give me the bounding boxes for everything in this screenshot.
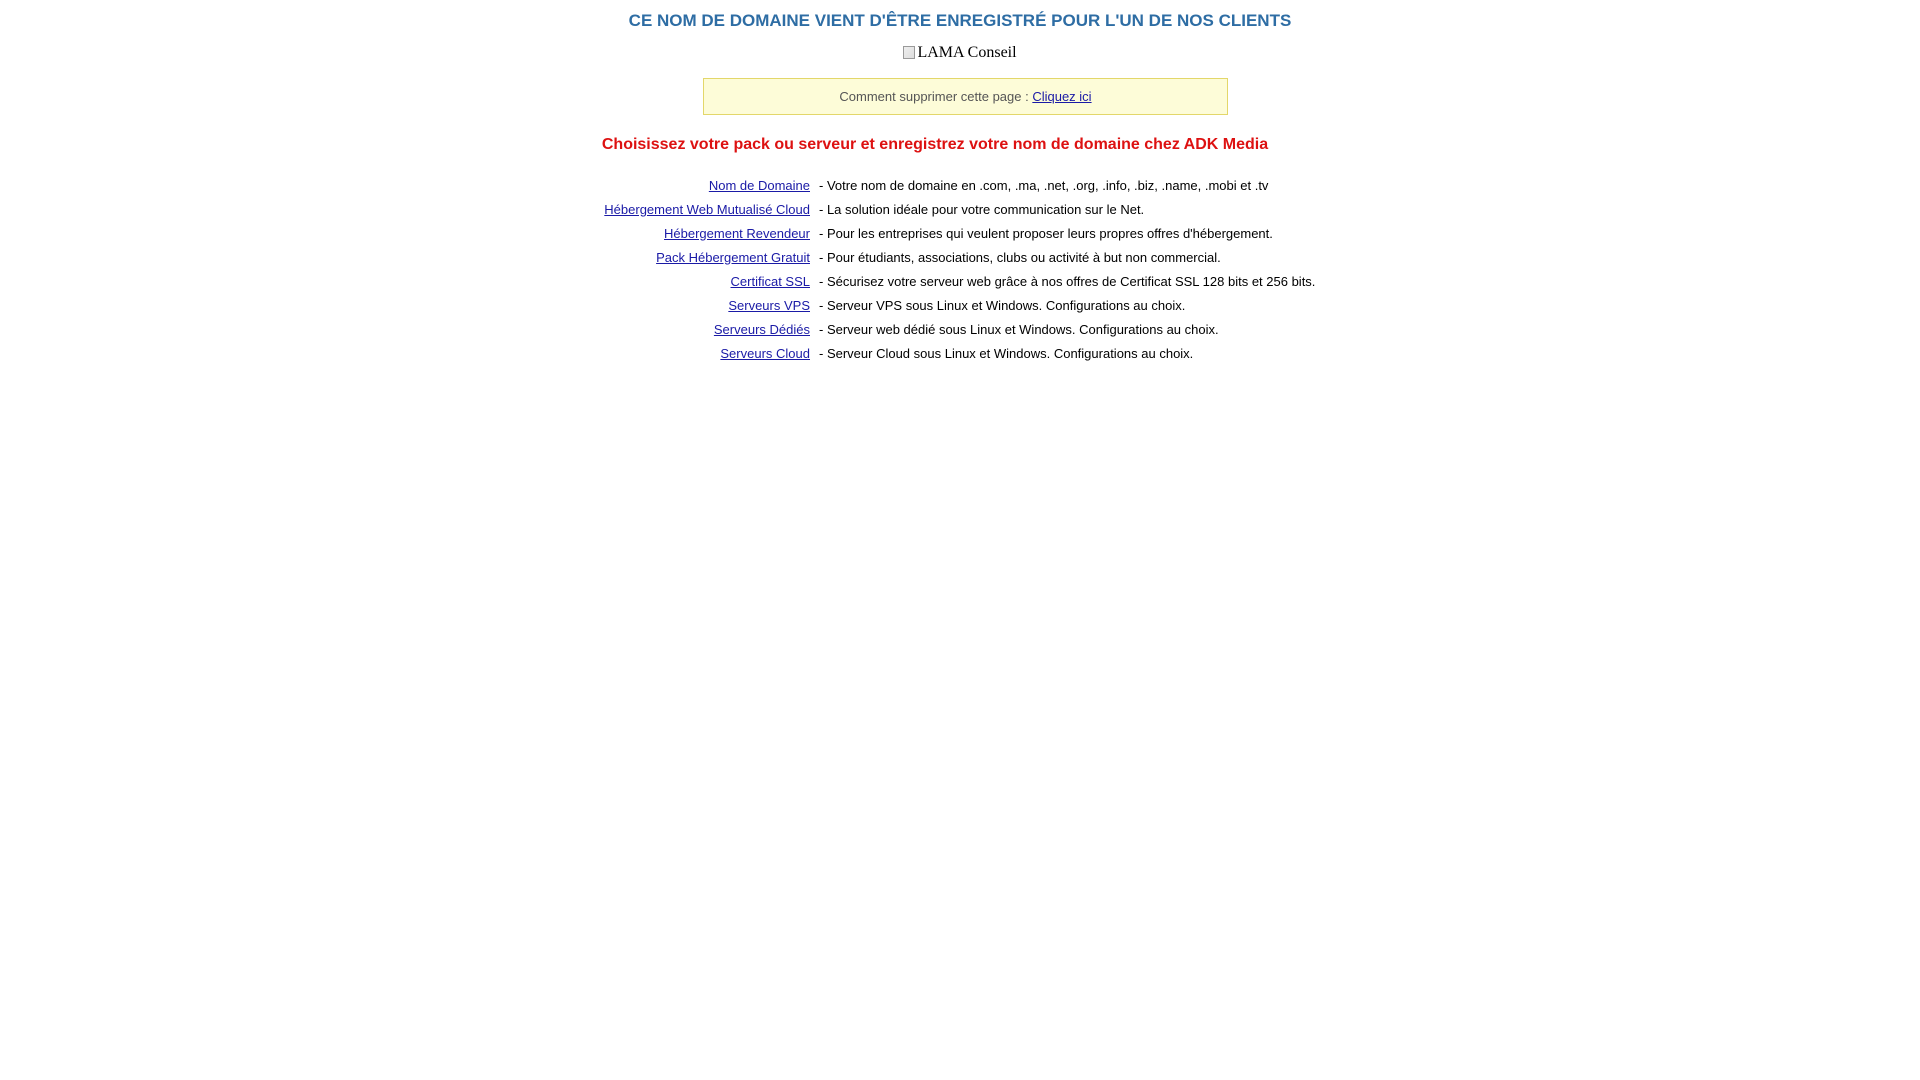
offer-link-serveurs-dedies[interactable]: Serveurs Dédiés xyxy=(713,321,810,337)
offer-desc: - La solution idéale pour votre communication sur le Net. xyxy=(819,201,1145,217)
table-row xyxy=(590,317,1315,341)
page-title: CE NOM DE DOMAINE VIENT D'ÊTRE ENREGISTRÉ POUR L'UN DE NOS CLIENTS xyxy=(628,11,1292,30)
removal-notice xyxy=(703,78,1228,115)
offer-desc: - Serveur VPS sous Linux et Windows. Configurations au choix. xyxy=(819,297,1186,313)
table-row xyxy=(590,293,1315,317)
notice-link[interactable]: Cliquez ici xyxy=(1032,89,1092,104)
offer-link-serveurs-cloud[interactable]: Serveurs Cloud xyxy=(720,345,810,361)
table-row xyxy=(590,221,1315,245)
table-row xyxy=(590,197,1315,221)
logo xyxy=(0,44,1920,62)
offer-link-serveurs-vps[interactable]: Serveurs VPS xyxy=(728,297,810,313)
offer-desc: - Serveur web dédié sous Linux et Windows. Configurations au choix. xyxy=(819,321,1219,337)
table-row xyxy=(590,341,1315,365)
offer-link-hebergement-mutualise[interactable]: Hébergement Web Mutualisé Cloud xyxy=(604,201,810,217)
table-row xyxy=(590,269,1315,293)
offers-heading: Choisissez votre pack ou serveur et enregistrez votre nom de domaine chez ADK Media xyxy=(601,136,1269,153)
offer-link-hebergement-revendeur[interactable]: Hébergement Revendeur xyxy=(664,225,810,241)
table-row xyxy=(590,173,1315,197)
offer-desc: - Serveur Cloud sous Linux et Windows. Configurations au choix. xyxy=(819,345,1194,361)
broken-image-icon xyxy=(903,46,915,59)
offer-link-certificat-ssl[interactable]: Certificat SSL xyxy=(730,273,810,289)
offer-desc: - Pour les entreprises qui veulent proposer leurs propres offres d'hébergement. xyxy=(819,225,1273,241)
offer-link-pack-gratuit[interactable]: Pack Hébergement Gratuit xyxy=(656,249,810,265)
logo-alt-text: LAMA Conseil xyxy=(917,44,1017,61)
offers-table xyxy=(590,173,1315,365)
offer-desc: - Votre nom de domaine en .com, .ma, .net, .org, .info, .biz, .name, .mobi et .tv xyxy=(819,177,1269,193)
offer-link-domaine[interactable]: Nom de Domaine xyxy=(708,177,810,193)
offer-desc: - Sécurisez votre serveur web grâce à nos offres de Certificat SSL 128 bits et 256 bits. xyxy=(819,273,1316,289)
table-row xyxy=(590,245,1315,269)
offer-desc: - Pour étudiants, associations, clubs ou activité à but non commercial. xyxy=(819,249,1221,265)
notice-text: Comment supprimer cette page : xyxy=(839,89,1033,104)
